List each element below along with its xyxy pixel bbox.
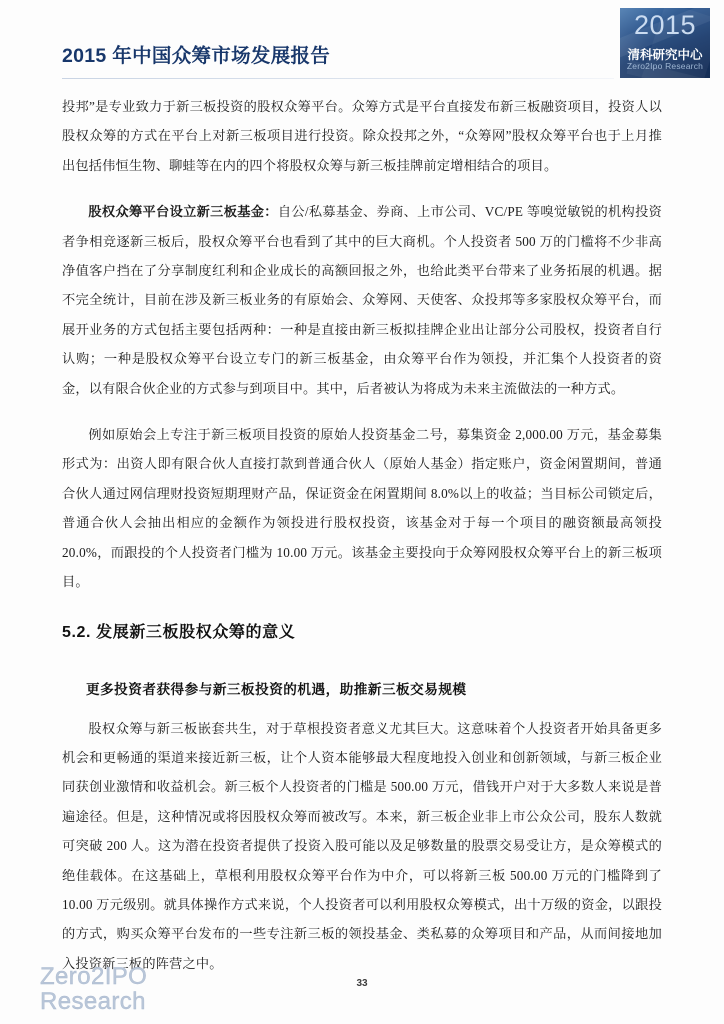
document-content: [62, 92, 662, 995]
page-title: 2015 年中国众筹市场发展报告: [62, 45, 331, 67]
watermark-line-2: Research: [40, 988, 146, 1015]
page-number: 33: [356, 978, 368, 989]
zero2ipo-watermark: [40, 964, 147, 1014]
watermark-line-1: Zero2IPO: [40, 963, 148, 990]
paragraph-lead-in: 股权众筹平台设立新三板基金：: [88, 204, 278, 220]
logo-english-name: Zero2Ipo Research: [626, 61, 704, 71]
paragraph-body-text: 自公/私募基金、券商、上市公司、VC/PE 等嗅觉敏锐的机构投资者争相竞逐新三板后，股权众筹平台也看到了其中的巨大商机。个人投资者 500 万的门槛将不少非高净值客户挡在了分享制度红利和企业成长的高额回报之外，也给此类平台带来了业务拓展的机遇。据不完全统计，目前在涉及新三板业务的有原始会、众筹网、天使客、众投邦等多家股权众筹平台，而展开业务的方式包括主要包括两种：一种是直接由新三板拟挂牌企业出让部分公司股权，投资者自行认购；一种是股权众筹平台设立专门的新三板基金，由众筹平台作为领投，并汇集个人投资者的资金，以有限合伙企业的方式参与到项目中。其中，后者被认为将成为未来主流做法的一种方式。: [62, 204, 662, 396]
subsection-heading: 更多投资者获得参与新三板投资的机遇，助推新三板交易规模: [86, 681, 467, 697]
paragraph-significance: 股权众筹与新三板嵌套共生，对于草根投资者意义尤其巨大。这意味着个人投资者开始具备更多机会和更畅通的渠道来接近新三板，让个人资本能够最大程度地投入创业和创新领域，与新三板企业同获创业激情和收益机会。新三板个人投资者的门槛是 500.00 万元，借钱开户对于大多数人来说是普遍途径。但是，这种情况或将因股权众筹而被改写。本来，新三板企业非上市公众公司，股东人数就可突破 200 人。这为潜在投资者提供了投资入股可能以及足够数量的股票交易受让方，是众筹模式的绝佳载体。在这基础上，草根利用股权众筹平台作为中介，可以将新三板 500.00 万元的门槛降到了 10.00 万元级别。就具体操作方式来说，个人投资者可以利用股权众筹模式，出十万级的资金，以跟投的方式，购买众筹平台发布的一些专注新三板的领投基金、类私募的众筹项目和产品，从而间接地加入投资新三板的阵营之中。: [62, 720, 662, 971]
paragraph-continuation: 投邦”是专业致力于新三板投资的股权众筹平台。众筹方式是平台直接发布新三板融资项目，投资人以股权众筹的方式在平台上对新三板项目进行投资。除众投邦之外，“众筹网”股权众筹平台也于上月推出包括伟恒生物、聊蛙等在内的四个将股权众筹与新三板挂牌前定增相结合的项目。: [62, 99, 662, 173]
zero2ipo-logo-badge: [620, 8, 710, 78]
logo-year-text: 2015: [633, 10, 697, 40]
page-header: [0, 0, 724, 88]
spacer: [62, 704, 662, 714]
section-heading-5-2: 5.2. 发展新三板股权众筹的意义: [62, 623, 296, 641]
page-footer: [0, 954, 724, 1024]
paragraph-new-board-fund: [62, 197, 662, 403]
logo-chinese-name: 清科研究中心: [627, 48, 703, 62]
header-divider: [62, 78, 614, 79]
paragraph-fund-example: 例如原始会上专注于新三板项目投资的原始人投资基金二号，募集资金 2,000.00 万元，基金募集形式为：出资人即有限合伙人直接打款到普通合伙人（原始人基金）指定账户，资金闲置期间，普通合伙人通过网信理财投资短期理财产品，保证资金在闲置期间 8.0%以上的收益；当目标公司锁定后，普通合伙人会抽出相应的金额作为领投进行股权投资，该基金对于每一个项目的融资额最高领投 20.0%，而跟投的个人投资者门槛为 10.00 万元。该基金主要投向于众筹网股权众筹平台上的新三板项目。: [62, 427, 662, 590]
